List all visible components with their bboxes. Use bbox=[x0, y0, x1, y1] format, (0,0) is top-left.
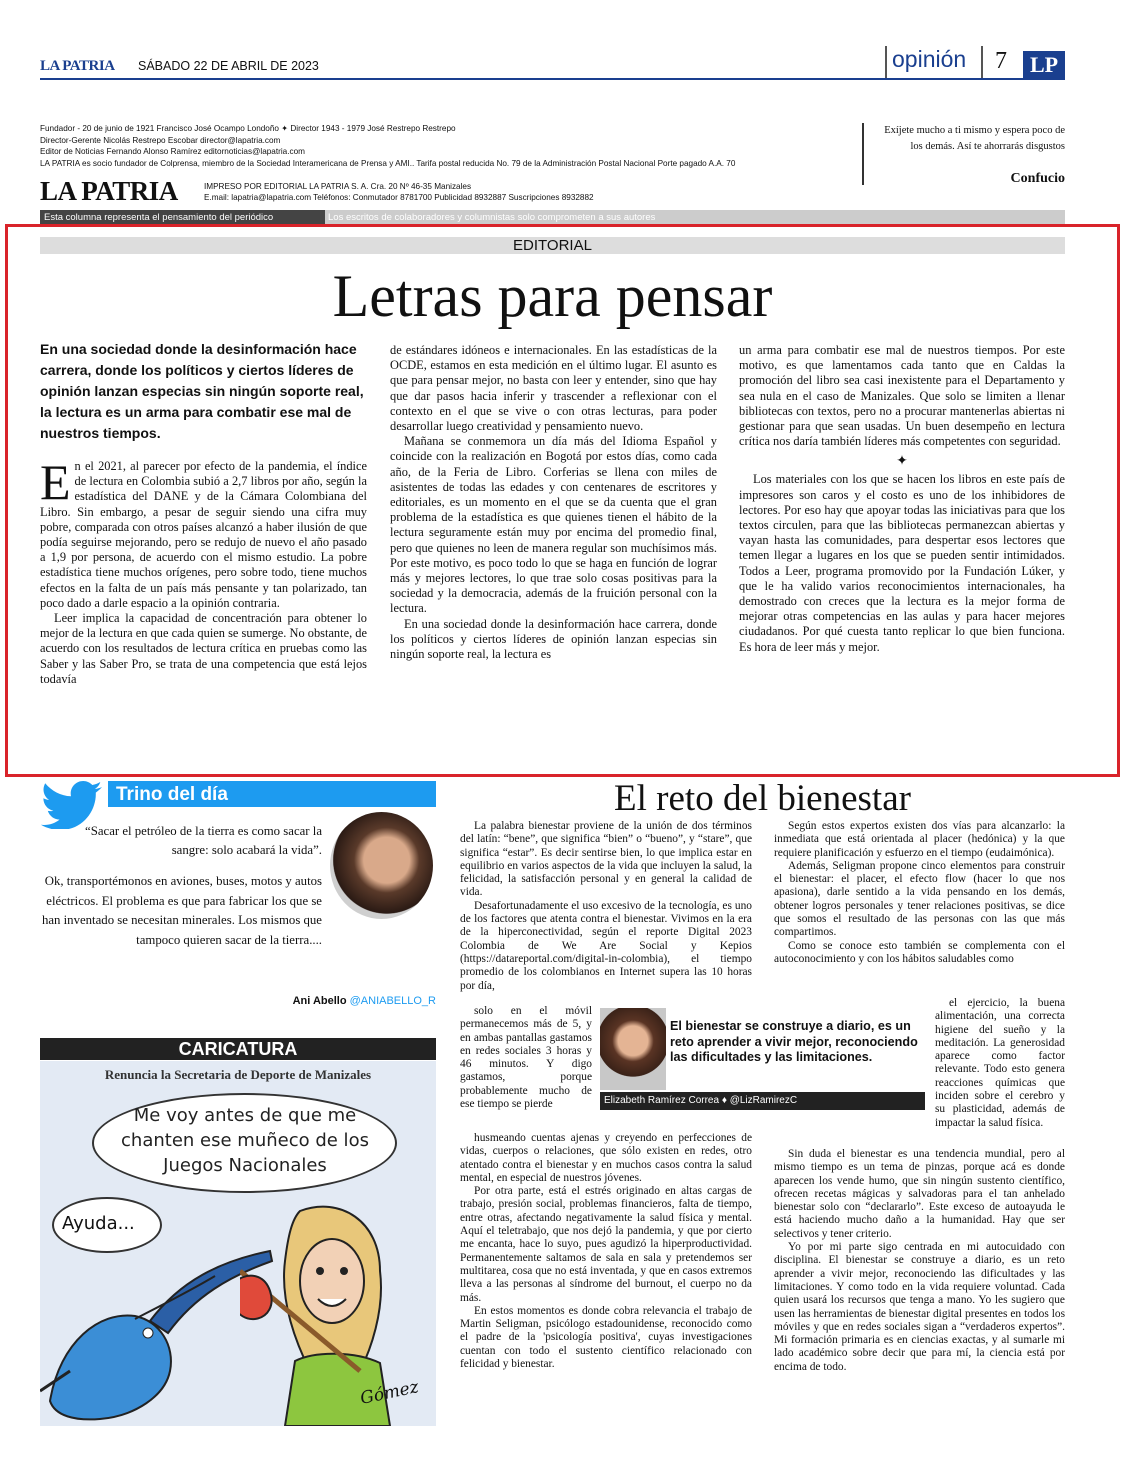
help-bubble-text: Ayuda... bbox=[62, 1213, 135, 1234]
column-col-2-top bbox=[774, 820, 1065, 966]
masthead-small: LA PATRIA bbox=[40, 58, 115, 74]
trino-author: Ani Abello bbox=[292, 995, 347, 1007]
column-col-2-bottom bbox=[774, 1148, 1065, 1374]
trino-author-line bbox=[40, 995, 436, 1007]
column-c1p2c: husmeando cuentas ajenas y creyendo en perfecciones de vidas, cuerpos o relaciones, que sólo existen en redes, otro atentado contra el bienestar y en muchos casos contra la salud mental, en especial de nuestros jóvenes. bbox=[460, 1132, 752, 1184]
printer-line-2: E.mail: lapatria@lapatria.com Teléfonos: Conmutador 8781700 Publicidad 8932887 Suscripciones 8932882 bbox=[204, 193, 594, 202]
trino-body: Ok, transportémonos en aviones, buses, motos y autos eléctricos. El problema es que para fabricar los que se han inventado se necesitan minerales. Los mismos que tampoco quieren sacar de la tierra.... bbox=[41, 874, 322, 947]
column-title: El reto del bienestar bbox=[614, 778, 911, 819]
issue-date: SÁBADO 22 DE ABRIL DE 2023 bbox=[138, 59, 319, 73]
editorial-p7: Los materiales con los que se hacen los libros en este país de impresores son caros y el costo es uno de los inhibidores de lectores. Por eso hay que apoyar todas las iniciativas para que los textos circulen, para que las bibliotecas permanezcan abiertas y vayan hasta las comunidades, para despertar esos lectores que temen llegar a lugares en los que se pueden sentir intimidados. Todos a Leer, programa promovido por la Fundación Lúker, y que le ha valido varios reconocimientos internacionales, ha demostrado con creces que la lectura es la mejor forma de mejorar otras competencias en las aulas y para hacer mejores ciudadanos. Por qué cuesta tanto replicar lo que bien funciona. Es hora de leer más y mejor. bbox=[739, 472, 1065, 654]
editorial-dropcap: E bbox=[40, 454, 71, 510]
cartoon-panel bbox=[40, 1061, 436, 1426]
column-c2p2: Además, Seligman propone cinco elementos para construir el bienestar: el placer, el efecto flow (hacer lo que nos apasiona), darle sentido a la vida pensando en los demás, obtener logros personales y tener relaciones positivas, se dice que somos el resultado de las personas con las que más compartimos. bbox=[774, 859, 1065, 939]
editorial-p4: Mañana se conmemora un día más del Idioma Español y coincide con la realización en Bogotá por estos días, como cada año, de la Feria de Libro. Corferias se llena con miles de asistentes de todas las edades y con centenares de escritores y editoriales, es un momento en el que se da cuenta que el gran problema de la estadística es que quienes tienen el hábito de la lectura seguramente están muy por encima del promedio final, pero que quienes no leen de manera regular son muchísimos más. Por este motivo, es poco todo lo que se haga en función de lograr más y mejores lectores, lo que trae solo cosas positivas para la sociedad y la democracia, además de la fruición personal con la lectura. bbox=[390, 434, 717, 616]
staff-line-director: Director-Gerente Nicolás Restrepo Escobar director@lapatria.com bbox=[40, 135, 281, 145]
la-patria-logo: LA PATRIA bbox=[40, 176, 178, 206]
speech-bubble-text: Me voy antes de que me chanten ese muñeco de los Juegos Nacionales bbox=[121, 1105, 369, 1176]
staff-line-editor: Editor de Noticias Fernando Alonso Ramírez editornoticias@lapatria.com bbox=[40, 147, 305, 156]
column-author-bar: Elizabeth Ramírez Correa ♦ @LizRamirezC bbox=[600, 1092, 925, 1110]
column-col-2-narrow bbox=[935, 997, 1065, 1130]
lp-logo: LP bbox=[1023, 51, 1065, 78]
editorial-lead: En una sociedad donde la desinformación hace carrera, donde los políticos y ciertos líderes de opinión lanzan especias sin ningún soporte real, la lectura es un arma para combatir ese mal de nuestros tiempos. bbox=[40, 341, 364, 441]
cartoon-signature: Gómez bbox=[358, 1377, 421, 1409]
editorial-p3: de estándares idóneos e internacionales. En las estadísticas de la OCDE, estamos en esta medición en el último lugar. El asunto es que para pensar mejor, no basta con leer y entender, sino que hay que dar pasos hacia inferir y trascender a reflexionar con el contexto en el que se vive o con otras lecturas, para poder desarrollar luego creatividad y pensamiento nuevo. bbox=[390, 343, 717, 434]
section-name: opinión bbox=[892, 46, 967, 72]
page-number: 7 bbox=[995, 48, 1007, 74]
column-pullquote: El bienestar se construye a diario, es un reto aprender a vivir mejor, reconociendo las dificultades y las limitaciones. bbox=[670, 1019, 918, 1064]
column-c2p4: Sin duda el bienestar es una tendencia mundial, pero al mismo tiempo es un tema de pinzas, porque acá es donde aparecen los vende humo, que sin ningún sustento científico, ofrecen recetas mágicas y salvadoras para el tan anhelado bienestar solo con “declararlo”. Este exceso de autoayuda le está haciendo mucho daño a la humanidad. Hay que ser selectivos y tener criterio. bbox=[774, 1148, 1065, 1240]
editorial-p1: n el 2021, al parecer por efecto de la pandemia, el índice de lectura en Colombia subió a 2,7 libros por año, según la estadística del DANE y de la Cámara Colombiana del Libro. Sin embargo, a pesar de seguir siendo una cifra muy pobre, comparada con otros países alcanzó a haber ilusión de que podía seguirse mejorando, pero se redujo de nuevo el año pasado a 1,9 por persona, de acuerdo con el mismo estudio. La pobre estadística tiene muchos orígenes, pero sobre todo, tiene muchos efectos en la falta de un país más pensante y tan polarizado, tan poco dado a darle espacio a la opinión contraria. bbox=[40, 459, 367, 610]
cartoon-caption: Renuncia la Secretaria de Deporte de Manizales bbox=[104, 1067, 372, 1082]
editorial-title: Letras para pensar bbox=[332, 263, 773, 329]
highlight-frame bbox=[5, 224, 1120, 777]
separator-glyph: ✦ bbox=[896, 454, 908, 470]
header-rule bbox=[40, 78, 1065, 80]
trino-label: Trino del día bbox=[108, 781, 436, 807]
editorial-p2: Leer implica la capacidad de concentración para obtener lo mejor de la lectura en que cada quien se sumerge. No obstante, de acuerdo con los resultados de lectura crítica en pruebas como las Saber y las Saber Pro, se trata de una competencia que está lejos todavía bbox=[40, 611, 367, 686]
caricatura-label: CARICATURA bbox=[40, 1038, 436, 1060]
daily-quote: Exíjete mucho a ti mismo y espera poco de los demás. Así te ahorrarás disgustos bbox=[884, 125, 1065, 152]
disclaimer-right: Los escritos de colaboradores y columnistas solo comprometen a sus autores bbox=[328, 212, 656, 223]
staff-line-founder: Fundador - 20 de junio de 1921 Francisco José Ocampo Londoño ✦ Director 1943 - 1979 José Restrepo Restrepo bbox=[40, 124, 456, 133]
quote-divider bbox=[862, 123, 864, 185]
section-divider bbox=[885, 46, 887, 78]
column-col-1-narrow bbox=[460, 1005, 592, 1111]
author-photo bbox=[600, 1008, 666, 1090]
staff-line-info: LA PATRIA es socio fundador de Colprensa, miembro de la Sociedad Interamericana de Prensa y AMI.. Tarifa postal reducida No. 79 de la Administración Postal Nacional Porte pagado A.A. 70 bbox=[40, 158, 736, 168]
printer-info bbox=[204, 181, 594, 203]
column-col-1-bottom bbox=[460, 1132, 752, 1371]
staff-box bbox=[40, 123, 850, 169]
trino-quote: “Sacar el petróleo de la tierra es como sacar la sangre: solo acabará la vida”. bbox=[85, 824, 322, 857]
column-c1p1: La palabra bienestar proviene de la unión de dos términos del latín: “bene”, que significa “bien” o “bueno”, y “stare”, que significa “estar”. Es decir sentirse bien, lo que implica estar en equilibrio en varios aspectos de la vida que incluyen la salud, la felicidad, la satisfacción personal y en general la calidad de vida. bbox=[460, 820, 752, 899]
editorial-p5: En una sociedad donde la desinformación hace carrera, donde los políticos y ciertos líderes de opinión lanzan especias sin ningún soporte real, la lectura es bbox=[390, 616, 717, 662]
column-c2p5: Yo por mi parte sigo centrada en mi autocuidado con disciplina. El bienestar se construye a diario, es un reto aprender a vivir mejor, reconociendo las dificultades y las limitaciones. Y como todo en la vida requiere voluntad. Cada quien usará los recursos que tenga a mano. Yo les sugiero que usen las herramientas de bienestar digital presentes en todos los móviles y que en redes sociales sigan a “verdaderos expertos”. Mi formación primaria es en ciencias exactas, y al sumarle mi lado académico sobre decir que para mí, la ciencia está por encima de todo. bbox=[774, 1241, 1065, 1373]
column-col-1-top bbox=[460, 820, 752, 993]
editorial-label: EDITORIAL bbox=[513, 237, 592, 254]
trino-avatar bbox=[330, 812, 433, 919]
column-c1p2b: solo en el móvil permanecemos más de 5, y en ambas pantallas gastamos en redes sociales 3 horas y 46 minutos. Y digo gastamos, porque probablemente mucho de ese tiempo se pierde bbox=[460, 1005, 592, 1111]
quote-author: Confucio bbox=[1010, 171, 1065, 186]
disclaimer-bar bbox=[40, 210, 1065, 224]
column-c1p4: En estos momentos es donde cobra relevancia el trabajo de Martin Seligman, psicólogo estadounidense, reconocido como el padre de la 'psicología positiva', cuyas investigaciones cuentan con todo el sustento científico relacionado con felicidad y bienestar. bbox=[460, 1304, 752, 1371]
column-c2p1: Según estos expertos existen dos vías para alcanzarlo: la inmediata que está orientada al placer (hedónica) y la que requiere planificación y esfuerzo en el tiempo (eudaimónica). bbox=[774, 820, 1065, 859]
disclaimer-left: Esta columna representa el pensamiento del periódico bbox=[40, 210, 325, 224]
section-divider-2 bbox=[981, 46, 983, 78]
column-c2p3: Como se conoce esto también se complementa con el autoconocimiento y con los hábitos saludables como bbox=[774, 939, 1065, 965]
trino-handle[interactable]: @ANIABELLO_R bbox=[349, 995, 436, 1007]
column-c1p3: Por otra parte, está el estrés originado en altas cargas de trabajo, presión social, problemas financieros, falta de tiempo, entre otras, afectando negativamente la salud física y mental. Aquí el teletrabajo, que nos dejó la pandemia, y que por cierto me encanta, hace lo suyo, pues agudizó la hiperproductividad. Permanentemente saltamos de sala en sala y pretendemos ser multitarea, cosa que no está inventada, y que en casos extremos lleva a las personas al síndrome del burnout, el cuerpo no da más. bbox=[460, 1185, 752, 1304]
column-c1p2: Desafortunadamente el uso excesivo de la tecnología, es uno de los factores que atenta contra el bienestar. Vivimos en la era de la hiperconectividad, según el reporte Digital 2023 Colombia de We Are Social y Kepios (https://datareportal.com/digital-in-colombia), el tiempo promedio de los colombianos en Internet supera las 10 horas por día, bbox=[460, 899, 752, 992]
editorial-p6: un arma para combatir ese mal de nuestros tiempos. Por este motivo, es que lamentamos cada tanto que en Caldas la promoción del libro sea casi inexistente para el Departamento y sea nula en el caso de Manizales. Que solo se limiten a llenar bibliotecas con textos, pero no a procurar mantenerlas abiertas ni gestionar para que sean usadas. Un buen desempeño en lectura crítica nos daría también líderes más competentes con seguridad. bbox=[739, 343, 1065, 449]
column-c2p3b: el ejercicio, la buena alimentación, una correcta higiene del sueño y la meditación. La generosidad aparece como factor relevante. Todo esto genera reacciones químicas que inciden sobre el cerebro y su plasticidad, además de impactar la salud física. bbox=[935, 997, 1065, 1129]
printer-line-1: IMPRESO POR EDITORIAL LA PATRIA S. A. Cra. 20 Nº 46-35 Manizales bbox=[204, 182, 472, 191]
